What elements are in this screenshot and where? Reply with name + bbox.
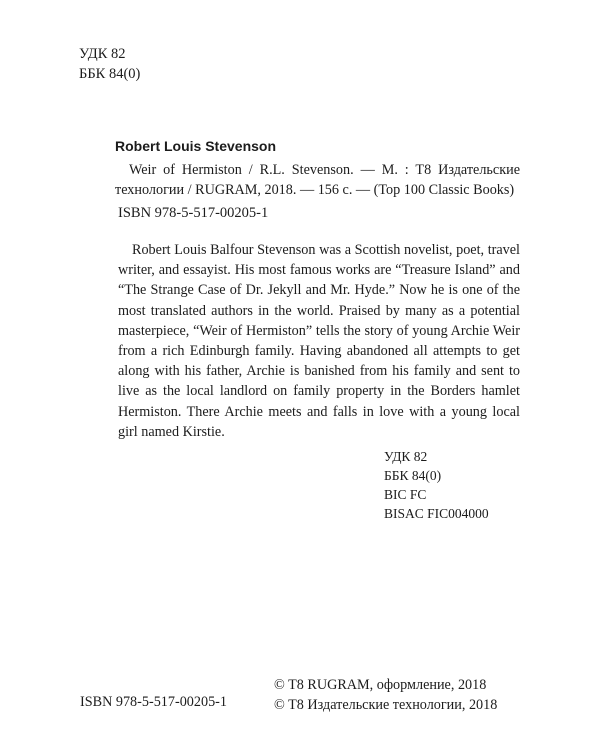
isbn-bottom: ISBN 978-5-517-00205-1 (80, 694, 227, 710)
classification-codes (384, 447, 489, 523)
isbn-main: ISBN 978-5-517-00205-1 (118, 205, 269, 221)
bbk-code: ББК 84(0) (79, 66, 141, 82)
copyright-block (274, 675, 497, 715)
book-abstract: Robert Louis Balfour Stevenson was a Scottish novelist, poet, travel writer, and essayist. His most famous works are “Treasure Island” and “The Strange Case of Dr. Jekyll and Mr. Hyde.” Now he is one of the most translated authors in the world. Praised by many as a potential masterpiece, “Weir of Hermiston” tells the story of young Archie Weir from a rich Edinburgh family. Having abandoned all attempts to get along with his father, Archie is banished from his family and sent to live as the local landlord on family property in the Borders hamlet Hermiston. There Archie meets and falls in love with a young local girl named Kirstie. (118, 242, 520, 440)
copyright-line-design: © T8 RUGRAM, оформление, 2018 (274, 677, 487, 693)
copyright-line-publisher: © T8 Издательские технологии, 2018 (274, 697, 498, 713)
bic-code: BIC FC (384, 487, 427, 502)
top-classification-block (79, 44, 140, 84)
bisac-code: BISAC FIC004000 (384, 506, 489, 521)
udk-code: УДК 82 (79, 46, 126, 62)
udk-code: УДК 82 (384, 449, 428, 464)
bbk-code: ББК 84(0) (384, 468, 442, 483)
author-name: Robert Louis Stevenson (115, 138, 277, 154)
bibliographic-record: Weir of Hermiston / R.L. Stevenson. — M. : T8 Издательские технологии / RUGRAM, 2018. — 156 c. — (Top 100 Classic Books) (115, 162, 520, 198)
